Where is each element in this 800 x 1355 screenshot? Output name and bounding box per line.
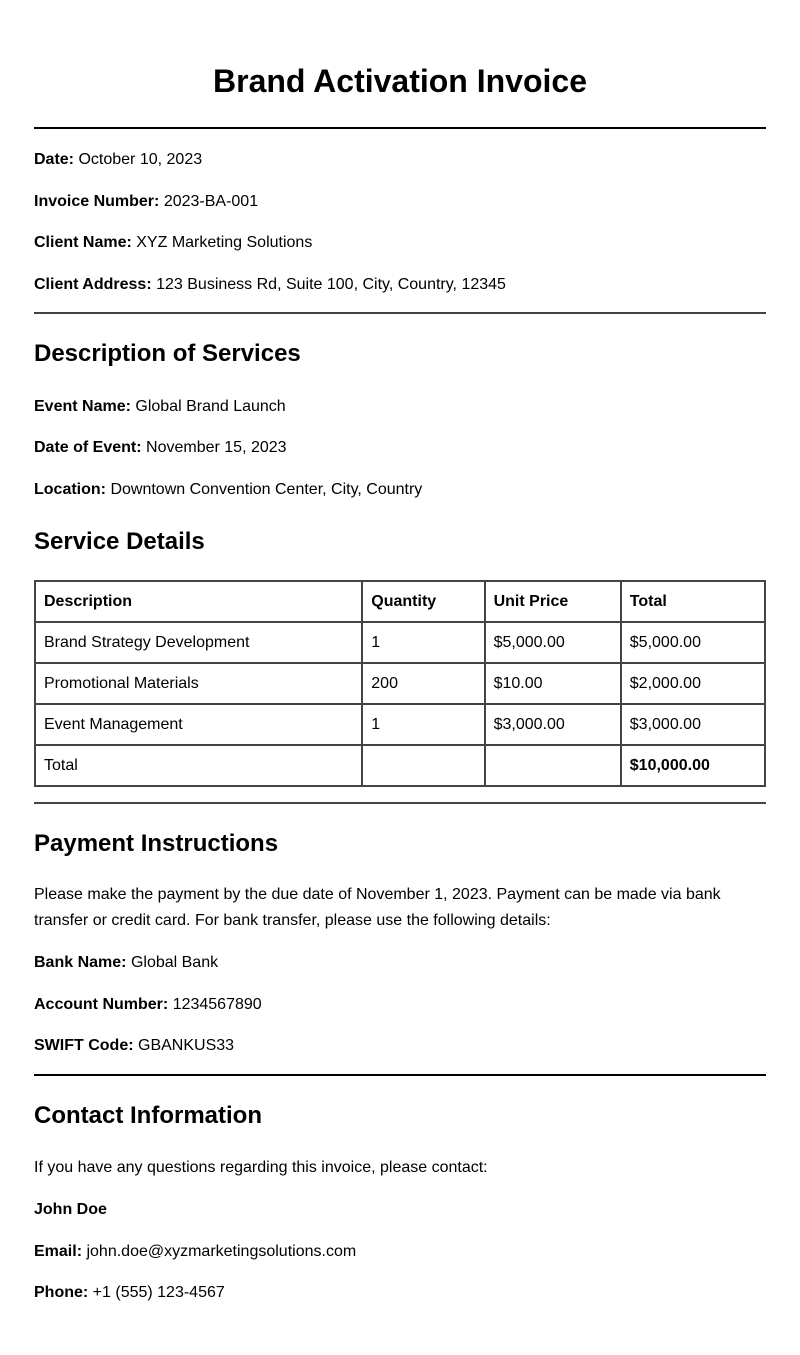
account-number-label: Account Number:	[34, 996, 169, 1013]
event-location-value: Downtown Convention Center, City, Country	[110, 481, 423, 498]
cell-quantity: 200	[362, 663, 484, 704]
cell-total: $5,000.00	[621, 622, 765, 663]
contact-phone-label: Phone:	[34, 1284, 89, 1301]
contact-email-value[interactable]: john.doe@xyzmarketingsolutions.com	[86, 1243, 357, 1260]
client-name-label: Client Name:	[34, 234, 132, 251]
invoice-date-label: Date:	[34, 151, 75, 168]
cell-description: Promotional Materials	[35, 663, 362, 704]
swift-code-value: GBANKUS33	[138, 1037, 235, 1054]
invoice-date-value: October 10, 2023	[78, 151, 203, 168]
column-header-total: Total	[621, 581, 765, 622]
bank-name	[34, 953, 766, 973]
total-row-quantity	[362, 745, 484, 786]
event-date-value: November 15, 2023	[146, 439, 287, 456]
swift-code-label: SWIFT Code:	[34, 1037, 134, 1054]
account-number	[34, 995, 766, 1015]
column-header-quantity: Quantity	[362, 581, 484, 622]
contact-phone	[34, 1283, 766, 1303]
grand-total-value: $10,000.00	[629, 756, 710, 774]
payment-heading: Payment Instructions	[34, 830, 279, 857]
client-name-value: XYZ Marketing Solutions	[136, 234, 313, 251]
event-location	[34, 480, 766, 500]
total-row-amount	[621, 745, 765, 786]
service-details-table	[34, 580, 766, 787]
header-divider	[34, 127, 766, 129]
event-name-label: Event Name:	[34, 398, 131, 415]
column-header-description: Description	[35, 581, 362, 622]
services-description-heading: Description of Services	[34, 340, 301, 367]
swift-code	[34, 1036, 766, 1056]
contact-heading: Contact Information	[34, 1102, 262, 1129]
invoice-number	[34, 192, 766, 212]
section-divider	[34, 1074, 766, 1076]
contact-name	[34, 1200, 766, 1220]
event-name	[34, 397, 766, 417]
total-row-label: Total	[35, 745, 362, 786]
section-divider	[34, 312, 766, 314]
account-number-value: 1234567890	[172, 996, 262, 1013]
cell-unit-price: $10.00	[485, 663, 621, 704]
event-location-label: Location:	[34, 481, 106, 498]
invoice-number-label: Invoice Number:	[34, 193, 160, 210]
payment-instructions-text: Please make the payment by the due date of November 1, 2023. Payment can be made via bank transfer or credit card. For bank transfer, please use the following details:	[34, 886, 721, 929]
contact-name-value: John Doe	[34, 1201, 107, 1218]
table-row	[35, 704, 765, 745]
client-address-label: Client Address:	[34, 276, 152, 293]
contact-email	[34, 1242, 766, 1262]
cell-total: $2,000.00	[621, 663, 765, 704]
contact-intro: If you have any questions regarding this invoice, please contact:	[34, 1159, 488, 1176]
table-row	[35, 663, 765, 704]
table-header-row	[35, 581, 765, 622]
service-details-heading: Service Details	[34, 528, 205, 555]
contact-email-label: Email:	[34, 1243, 83, 1260]
table-row	[35, 622, 765, 663]
cell-quantity: 1	[362, 622, 484, 663]
cell-quantity: 1	[362, 704, 484, 745]
client-address	[34, 275, 766, 295]
cell-total: $3,000.00	[621, 704, 765, 745]
bank-name-value: Global Bank	[130, 954, 219, 971]
cell-unit-price: $5,000.00	[485, 622, 621, 663]
cell-description: Brand Strategy Development	[35, 622, 362, 663]
bank-name-label: Bank Name:	[34, 954, 127, 971]
contact-phone-value: +1 (555) 123-4567	[92, 1284, 225, 1301]
invoice-title: Brand Activation Invoice	[213, 63, 587, 99]
column-header-unit-price: Unit Price	[485, 581, 621, 622]
section-divider	[34, 802, 766, 804]
cell-description: Event Management	[35, 704, 362, 745]
cell-unit-price: $3,000.00	[485, 704, 621, 745]
event-name-value: Global Brand Launch	[135, 398, 286, 415]
client-address-value: 123 Business Rd, Suite 100, City, Country, 12345	[156, 276, 506, 293]
table-total-row	[35, 745, 765, 786]
invoice-date	[34, 150, 766, 170]
invoice-number-value: 2023-BA-001	[163, 193, 259, 210]
client-name	[34, 233, 766, 253]
total-row-unit-price	[485, 745, 621, 786]
event-date-label: Date of Event:	[34, 439, 142, 456]
event-date	[34, 438, 766, 458]
